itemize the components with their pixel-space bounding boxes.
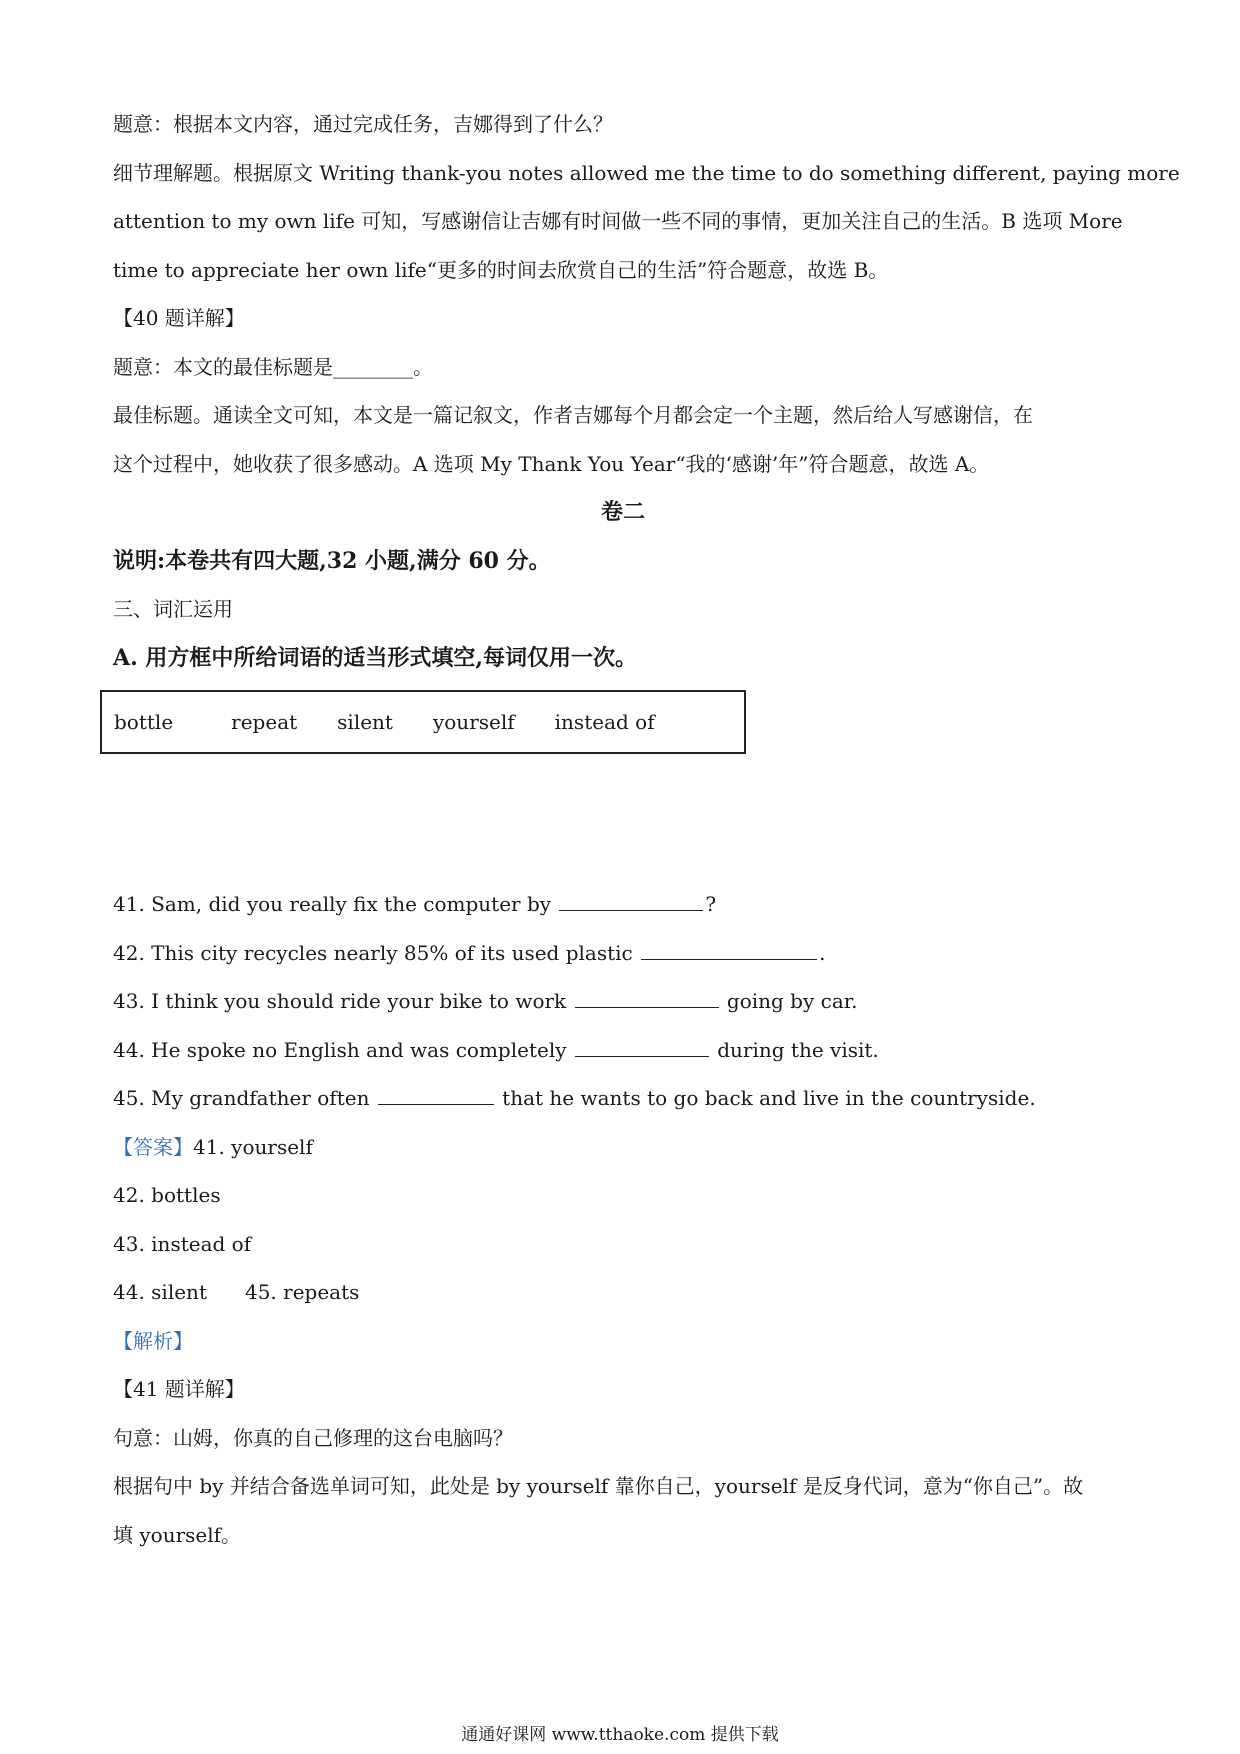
question-43-end: going by car. <box>720 989 858 1013</box>
answer-44: 44. silent <box>113 1280 207 1304</box>
answer-label: 【答案】 <box>113 1134 193 1159</box>
question-42 <box>113 929 1133 978</box>
answer-41: 41. yourself <box>193 1134 313 1159</box>
word-repeat: repeat <box>231 710 298 734</box>
answer-43: 43. instead of <box>113 1231 252 1256</box>
answer-blank-42[interactable] <box>641 939 817 960</box>
q39-meaning: 题意：根据本文内容，通过完成任务，吉娜得到了什么？ <box>113 112 613 136</box>
question-43 <box>113 977 1133 1026</box>
analysis-label: 【解析】 <box>113 1328 193 1353</box>
spacer <box>113 754 1133 880</box>
question-41-end: ? <box>705 892 717 916</box>
part2-note: 说明:本卷共有四大题,32 小题,满分 60 分。 <box>113 547 551 574</box>
answer-blank-41[interactable] <box>559 890 703 911</box>
answer-blank-43[interactable] <box>575 987 719 1008</box>
partA-instruction: A. 用方框中所给词语的适当形式填空,每词仅用一次。 <box>113 644 638 671</box>
page-footer: 通通好课网 www.tthaoke.com 提供下载 <box>461 1725 779 1745</box>
q40-explanation-line-2: 这个过程中，她收获了很多感动。A 选项 My Thank You Year“我的‘感谢’年”符合题意，故选 A。 <box>113 451 990 476</box>
q41-meaning: 句意：山姆，你真的自己修理的这台电脑吗？ <box>113 1425 513 1450</box>
question-44-text: 44. He spoke no English and was completely <box>113 1037 573 1062</box>
q41-header: 【41 题详解】 <box>113 1377 245 1401</box>
q41-explanation-line-2: 填 yourself。 <box>113 1522 242 1547</box>
q39-explanation-line-3: time to appreciate her own life“更多的时间去欣赏自己的生活”符合题意，故选 B。 <box>113 257 889 282</box>
answer-42: 42. bottles <box>113 1183 221 1207</box>
answer-44-45-line <box>113 1268 1133 1317</box>
word-instead-of: instead of <box>554 710 655 734</box>
question-45-end: that he wants to go back and live in the countryside. <box>495 1086 1036 1110</box>
word-silent: silent <box>337 710 393 734</box>
q40-header: 【40 题详解】 <box>113 306 245 330</box>
q40-prompt: 题意：本文的最佳标题是________。 <box>113 354 433 379</box>
answer-blank-44[interactable] <box>575 1036 709 1057</box>
answer-45: 45. repeats <box>244 1280 360 1304</box>
question-42-text: 42. This city recycles nearly 85% of its used plastic <box>113 940 640 965</box>
q39-explanation-line-1: 细节理解题。根据原文 Writing thank-you notes allowed me the time to do something different, paying more <box>113 160 1180 185</box>
q39-explanation-line-2: attention to my own life 可知，写感谢信让吉娜有时间做一些不同的事情，更加关注自己的生活。B 选项 More <box>113 209 1123 233</box>
q40-explanation-line-1: 最佳标题。通读全文可知，本文是一篇记叙文，作者吉娜每个月都会定一个主题，然后给人写感谢信，在 <box>113 403 1033 427</box>
page-content <box>113 100 1180 1559</box>
question-41 <box>113 880 1133 929</box>
answer-41-line <box>113 1123 1133 1172</box>
part2-title: 卷二 <box>600 499 645 525</box>
q41-explanation-line-1: 根据句中 by 并结合备选单词可知，此处是 by yourself 靠你自己，yourself 是反身代词，意为“你自己”。故 <box>113 1474 1084 1498</box>
word-yourself: yourself <box>432 710 515 734</box>
question-44-end: during the visit. <box>710 1037 879 1062</box>
section3-heading: 三、词汇运用 <box>113 597 233 621</box>
question-44 <box>113 1026 1133 1075</box>
word-box <box>100 690 746 754</box>
question-42-end: . <box>819 940 826 965</box>
word-bottle: bottle <box>114 710 174 734</box>
question-45 <box>113 1074 1133 1123</box>
answer-blank-45[interactable] <box>378 1084 494 1105</box>
question-43-text: 43. I think you should ride your bike to work <box>113 989 573 1013</box>
question-41-text: 41. Sam, did you really fix the computer by <box>113 892 558 916</box>
question-45-text: 45. My grandfather often <box>113 1086 376 1110</box>
